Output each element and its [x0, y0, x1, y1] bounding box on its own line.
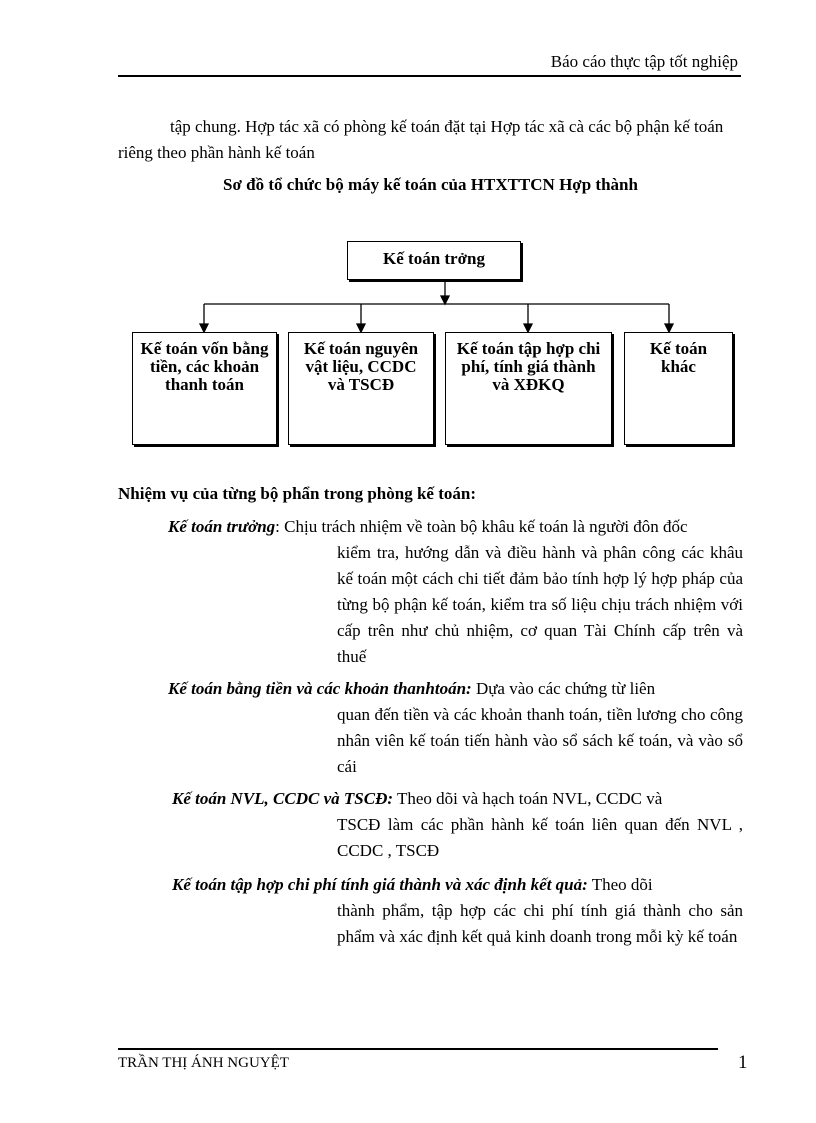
org-box-materials-accounting-label: Kế toán nguyên vật liệu, CCDC và TSCĐ — [303, 339, 419, 394]
duty-first-line: Theo dõi — [591, 875, 653, 894]
org-box-costing-accounting — [445, 332, 612, 445]
duty-first-line: Dựa vào các chứng từ liên — [475, 679, 656, 698]
duty-first-line: Theo dõi và hạch toán NVL, CCDC và — [396, 789, 663, 808]
root-arrowhead — [441, 296, 449, 304]
org-box-chief-accountant — [347, 241, 521, 280]
duty-description: kiểm tra, hướng dẫn và điều hành và phân công các khâu kế toán một cách chi tiết đảm bảo tính hợp lý hợp pháp của từng bộ phận kế toán, kiểm tra số liệu chịu trách nhiệm với cấp trên như chủ nhiệm, cơ quan Tài Chính cấp trên và thuế — [337, 543, 743, 666]
org-box-other-accounting-label: Kế toán khác — [649, 339, 708, 376]
org-box-costing-accounting-label: Kế toán tập hợp chi phí, tính giá thành và XĐKQ — [456, 339, 601, 394]
org-box-other-accounting — [624, 332, 733, 445]
intro-text: tập chung. Hợp tác xã có phòng kế toán đặt tại Hợp tác xã cà các bộ phận kế toán riêng theo phần hành kế toán — [118, 117, 724, 162]
duty-description: TSCĐ làm các phần hành kế toán liên quan đến NVL , CCDC , TSCĐ — [337, 815, 743, 860]
duty-label: Kế toán trưởng — [168, 517, 276, 536]
duty-label: Kế toán tập hợp chi phí tính giá thành và xác định kết quả: — [172, 875, 588, 894]
org-box-materials-accounting — [288, 332, 434, 445]
child-arrowhead-3 — [524, 324, 532, 332]
org-box-chief-accountant-label: Kế toán trởng — [383, 249, 485, 268]
footer-rule — [118, 1048, 718, 1050]
child-arrowhead-1 — [200, 324, 208, 332]
page-header-title: Báo cáo thực tập tốt nghiệp — [550, 52, 738, 71]
org-box-cash-accounting — [132, 332, 277, 445]
child-arrowhead-2 — [357, 324, 365, 332]
duty-first-line: Chịu trách nhiệm về toàn bộ khâu kế toán là người đôn đốc — [284, 517, 688, 536]
duty-label: Kế toán bằng tiền và các khoản thanhtoán: — [168, 679, 472, 698]
duty-item-chief — [168, 514, 743, 540]
page-number: 1 — [738, 1052, 748, 1073]
duty-item-cash — [168, 676, 743, 702]
duty-label: Kế toán NVL, CCDC và TSCĐ: — [172, 789, 394, 808]
org-box-cash-accounting-label: Kế toán vốn bằng tiền, các khoản thanh toán — [140, 339, 269, 394]
duty-item-costing — [172, 872, 743, 898]
duty-item-materials — [172, 786, 743, 812]
duty-description: thành phẩm, tập hợp các chi phí tính giá thành cho sản phẩm và xác định kết quả kinh doanh trong mỗi kỳ kế toán — [337, 901, 743, 946]
diagram-title: Sơ đồ tổ chức bộ máy kế toán của HTXTTCN Hợp thành — [223, 175, 638, 194]
duty-description: quan đến tiền và các khoản thanh toán, tiền lương cho công nhân viên kế toán tiến hành vào sổ sách kế toán, và vào sổ cái — [337, 705, 743, 776]
duty-separator: : — [275, 517, 285, 536]
child-arrowhead-4 — [665, 324, 673, 332]
footer-author: TRẦN THỊ ÁNH NGUYỆT — [118, 1055, 289, 1071]
duties-heading: Nhiệm vụ của từng bộ phẩn trong phòng kế toán: — [118, 484, 476, 503]
